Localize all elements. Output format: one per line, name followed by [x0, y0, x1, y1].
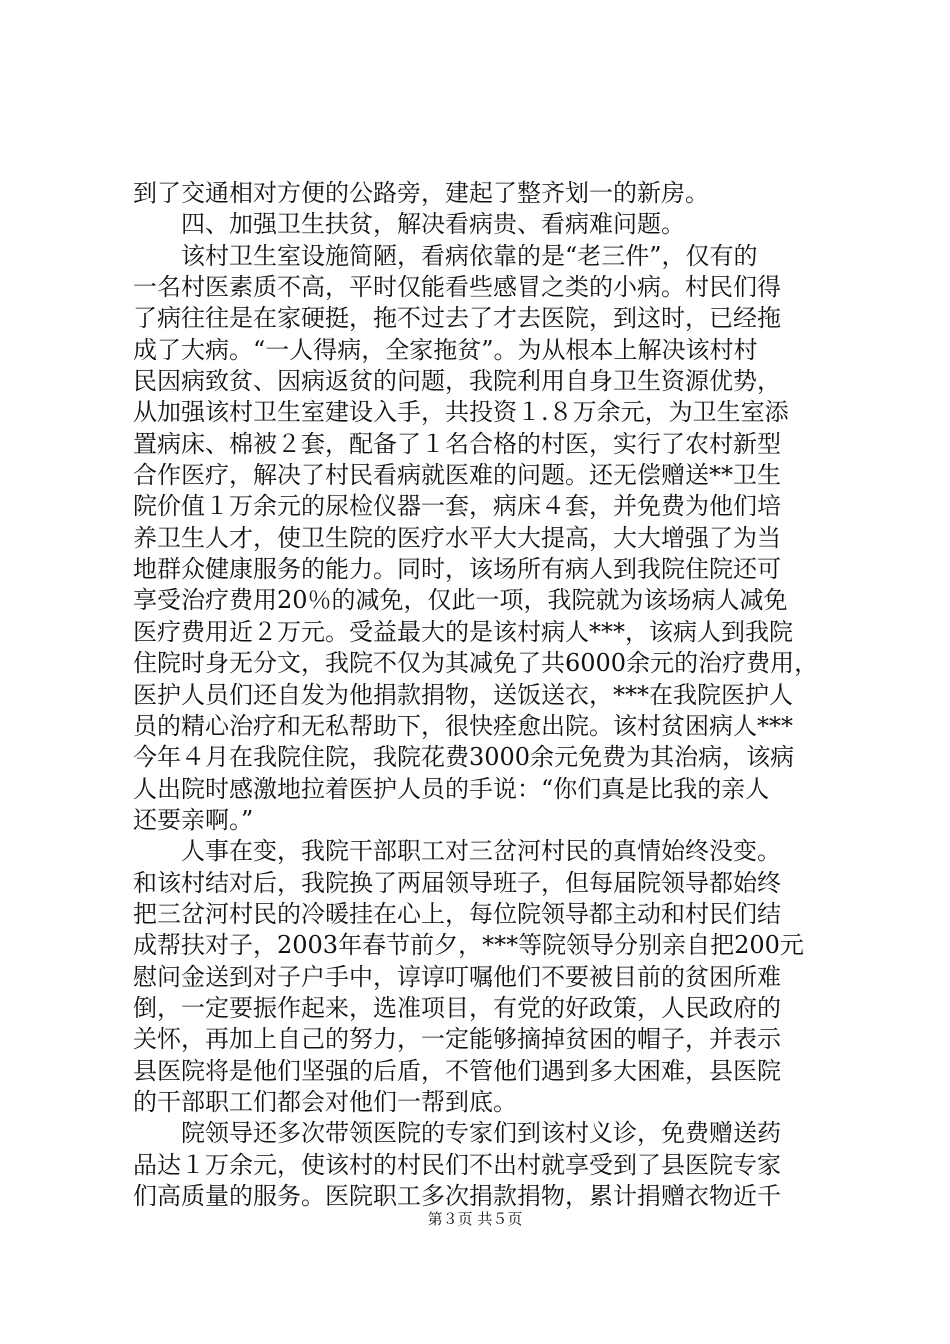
text-line: 慰问金送到对子户手中，谆谆叮嘱他们不要被目前的贫困所难 [133, 962, 781, 991]
text-line: 医护人员们还自发为他捐款捐物，送饭送衣，***在我院医护人 [133, 680, 793, 709]
page-footer: 第３页 共５页 [427, 1210, 523, 1228]
text-line: 们高质量的服务。医院职工多次捐款捐物，累计捐赠衣物近千 [133, 1182, 781, 1210]
text-line: 院价值１万余元的尿检仪器一套，病床４套，并免费为他们培 [133, 492, 781, 521]
text-line: 品达１万余元，使该村的村民们不出村就享受到了县医院专家 [133, 1150, 781, 1179]
text-line: 四、加强卫生扶贫，解决看病贵、看病难问题。 [133, 210, 685, 239]
text-line: 和该村结对后，我院换了两届领导班子，但每届院领导都始终 [133, 868, 781, 897]
text-line: 倒，一定要振作起来，选准项目，有党的好政策，人民政府的 [133, 993, 781, 1022]
text-line: 到了交通相对方便的公路旁，建起了整齐划一的新房。 [133, 179, 709, 207]
text-line: 合作医疗，解决了村民看病就医难的问题。还无偿赠送**卫生 [133, 461, 781, 490]
text-line: 关怀，再加上自己的努力，一定能够摘掉贫困的帽子，并表示 [133, 1025, 781, 1054]
text-line: 把三岔河村民的冷暖挂在心上，每位院领导都主动和村民们结 [133, 899, 781, 928]
text-line: 的干部职工们都会对他们一帮到底。 [133, 1087, 517, 1116]
text-line: 了病往往是在家硬挺，拖不过去了才去医院，到这时，已经拖 [133, 304, 781, 333]
text-line: 员的精心治疗和无私帮助下，很快痊愈出院。该村贫困病人*** [133, 711, 793, 740]
text-line: 该村卫生室设施简陋，看病依靠的是“老三件”，仅有的 [133, 241, 758, 270]
text-line: 从加强该村卫生室建设入手，共投资１.８万余元，为卫生室添 [133, 398, 789, 427]
text-line: 人出院时感激地拉着医护人员的手说：“你们真是比我的亲人 [133, 774, 770, 803]
text-line: 今年４月在我院住院，我院花费3000余元免费为其治病，该病 [133, 743, 795, 772]
text-line: 医疗费用近２万元。受益最大的是该村病人***，该病人到我院 [133, 617, 793, 646]
text-line: 民因病致贫、因病返贫的问题，我院利用自身卫生资源优势， [133, 367, 781, 396]
text-line: 享受治疗费用20％的减免，仅此一项，我院就为该场病人减免 [133, 586, 788, 615]
body-text [133, 178, 833, 1212]
text-line: 县医院将是他们坚强的后盾，不管他们遇到多大困难，县医院 [133, 1056, 781, 1085]
text-line: 院领导还多次带领医院的专家们到该村义诊，免费赠送药 [133, 1119, 781, 1148]
text-line: 还要亲啊。” [133, 805, 254, 834]
text-line: 置病床、棉被２套，配备了１名合格的村医，实行了农村新型 [133, 429, 781, 458]
text-line: 人事在变，我院干部职工对三岔河村民的真情始终没变。 [133, 837, 781, 866]
text-line: 成了大病。“一人得病，全家拖贫”。为从根本上解决该村村 [133, 335, 758, 364]
text-line: 住院时身无分文，我院不仅为其减免了共6000余元的治疗费用， [133, 649, 819, 678]
text-line: 养卫生人才，使卫生院的医疗水平大大提高，大大增强了为当 [133, 523, 781, 552]
text-line: 成帮扶对子，2003年春节前夕，***等院领导分别亲自把200元 [133, 931, 804, 960]
text-line: 一名村医素质不高，平时仅能看些感冒之类的小病。村民们得 [133, 273, 781, 302]
text-line: 地群众健康服务的能力。同时，该场所有病人到我院住院还可 [133, 555, 781, 584]
